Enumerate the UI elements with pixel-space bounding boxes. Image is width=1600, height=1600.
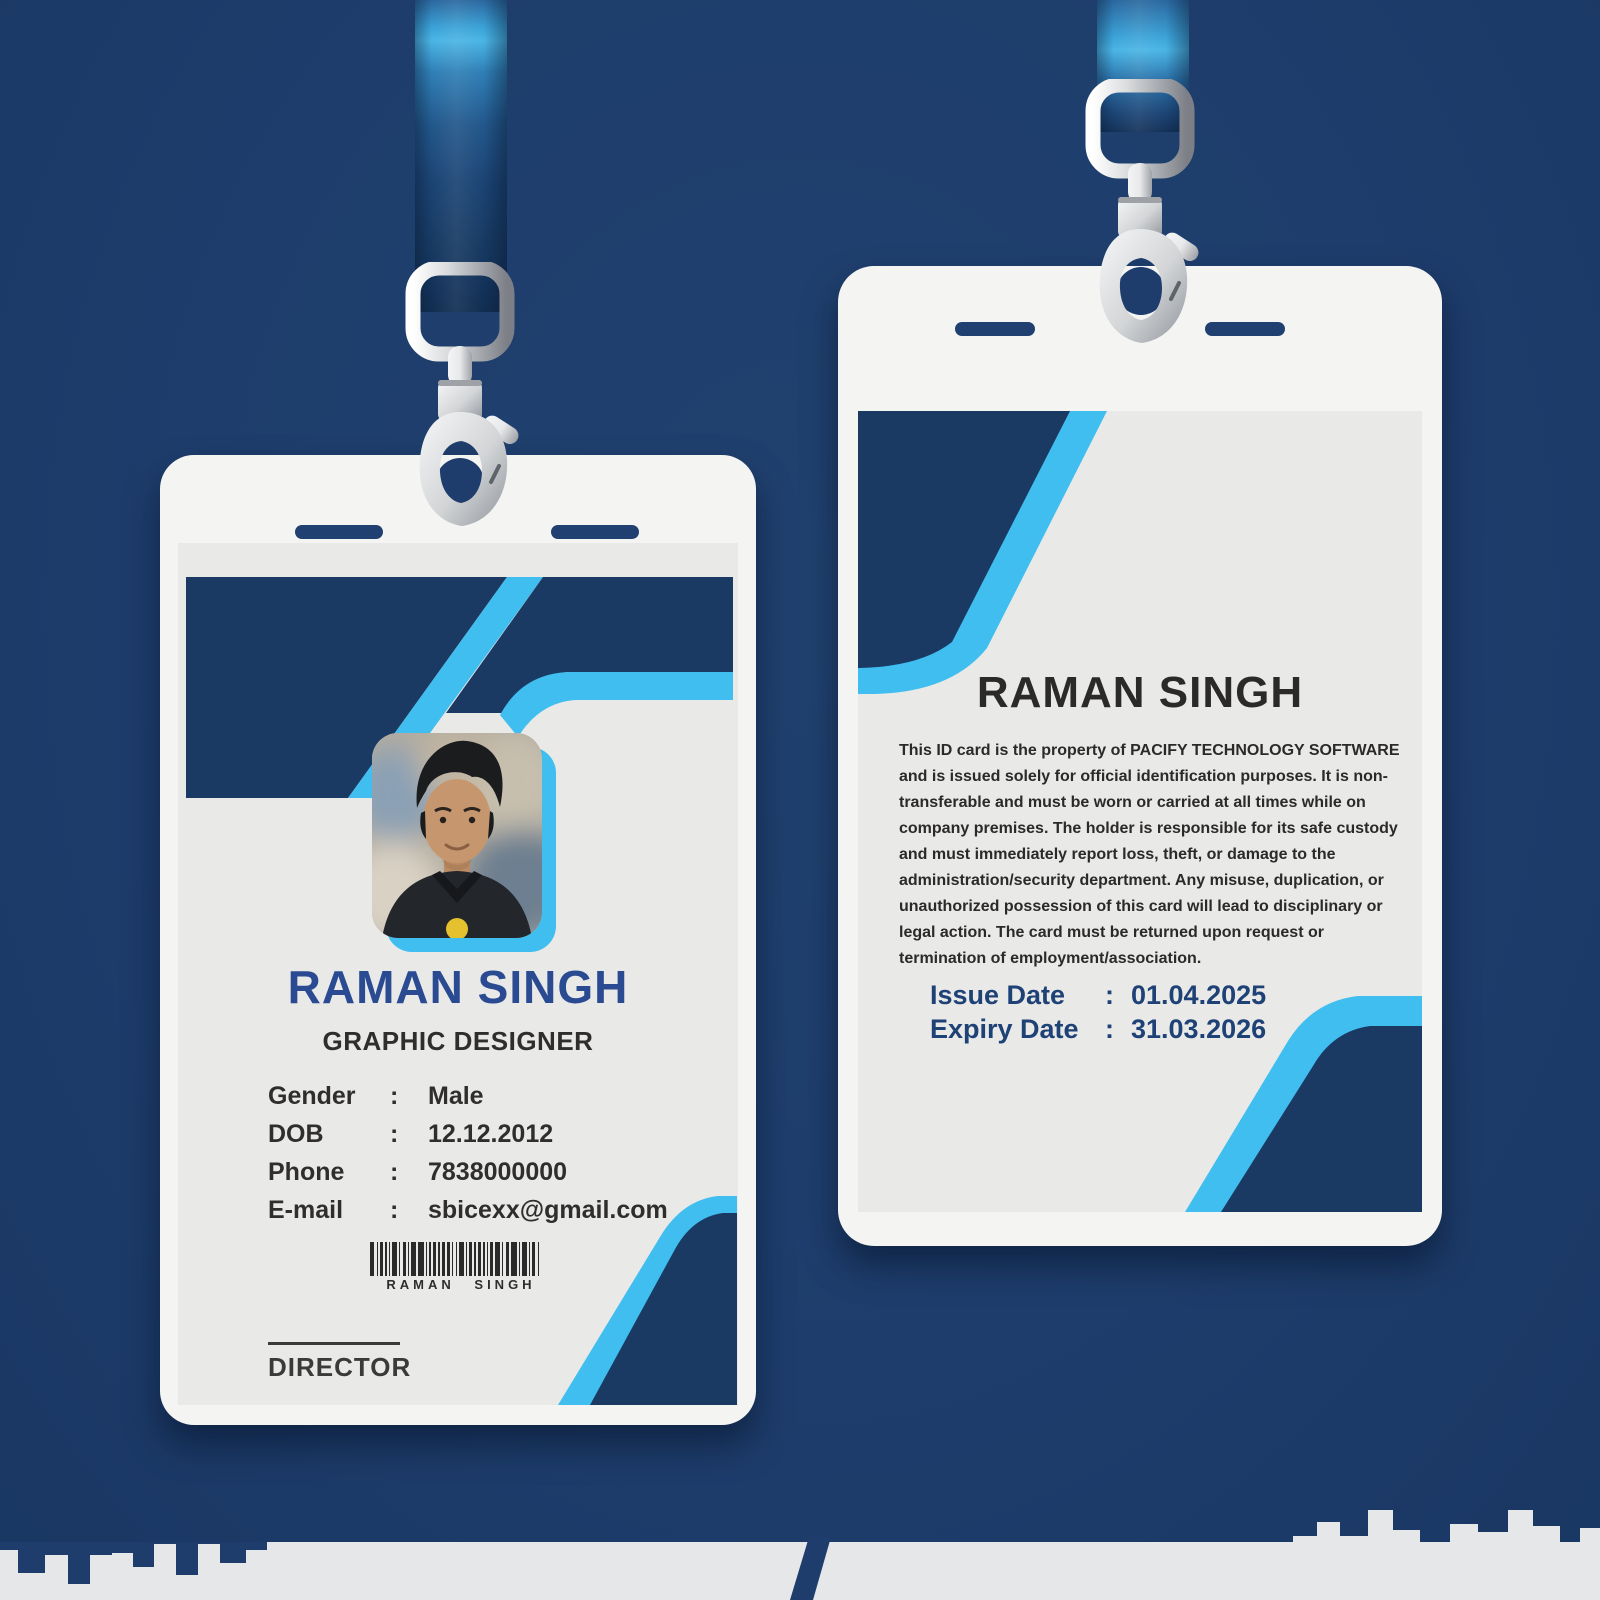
signature-title: DIRECTOR xyxy=(268,1352,412,1382)
detail-colon: : xyxy=(390,1082,399,1110)
date-colon: : xyxy=(1105,1014,1114,1044)
detail-row-dob xyxy=(160,1120,756,1150)
card-slot-right xyxy=(1205,322,1285,336)
detail-value: Male xyxy=(428,1082,484,1110)
detail-row-gender xyxy=(160,1082,756,1112)
card-slot-right xyxy=(551,525,639,539)
detail-colon: : xyxy=(390,1196,399,1224)
detail-row-phone xyxy=(160,1158,756,1188)
detail-colon: : xyxy=(390,1120,399,1148)
date-label: Expiry Date xyxy=(930,1014,1079,1044)
card-slot-left xyxy=(955,322,1035,336)
date-label: Issue Date xyxy=(930,980,1066,1010)
date-value: 01.04.2025 xyxy=(1131,980,1267,1010)
detail-row-email xyxy=(160,1196,756,1226)
employee-photo-frame xyxy=(372,733,556,952)
lanyard-clasp-right-icon xyxy=(1075,79,1205,369)
barcode-bars xyxy=(370,1242,552,1276)
card-slot-left xyxy=(295,525,383,539)
id-card-back xyxy=(838,266,1442,1246)
id-card-front xyxy=(160,455,756,1425)
detail-label: DOB xyxy=(268,1120,324,1148)
date-colon: : xyxy=(1105,980,1114,1010)
signature-line xyxy=(268,1342,400,1345)
detail-label: Phone xyxy=(268,1158,345,1186)
detail-value: 7838000000 xyxy=(428,1158,568,1186)
front-role: GRAPHIC DESIGNER xyxy=(322,1026,594,1056)
detail-label: E-mail xyxy=(268,1196,344,1224)
employee-photo xyxy=(372,733,542,938)
issue-date-row xyxy=(838,980,1442,1014)
barcode-text: RAMAN SINGH xyxy=(386,1277,536,1292)
detail-colon: : xyxy=(390,1158,399,1186)
detail-value: 12.12.2012 xyxy=(428,1120,554,1148)
terms-paragraph: This ID card is the property of PACIFY TECHNOLOGY SOFTWARE and is issued solely for official identification purposes. It is non-transferable and must be worn or carried at all times while on company premises. The holder is responsible for its safe custody and must immediately report loss, theft, or damage to the administration/security department. Any misuse, duplication, or unauthorized possession of this card will lead to disciplinary or legal action. The card must be returned upon request or termination of employment/association. xyxy=(899,742,1400,967)
detail-value: sbicexx@gmail.com xyxy=(428,1196,668,1224)
front-name: RAMAN SINGH xyxy=(287,961,629,1013)
lanyard-clasp-left-icon xyxy=(395,262,525,552)
expiry-date-row xyxy=(838,1014,1442,1048)
date-value: 31.03.2026 xyxy=(1131,1014,1267,1044)
back-name: RAMAN SINGH xyxy=(976,668,1304,717)
detail-label: Gender xyxy=(268,1082,356,1110)
